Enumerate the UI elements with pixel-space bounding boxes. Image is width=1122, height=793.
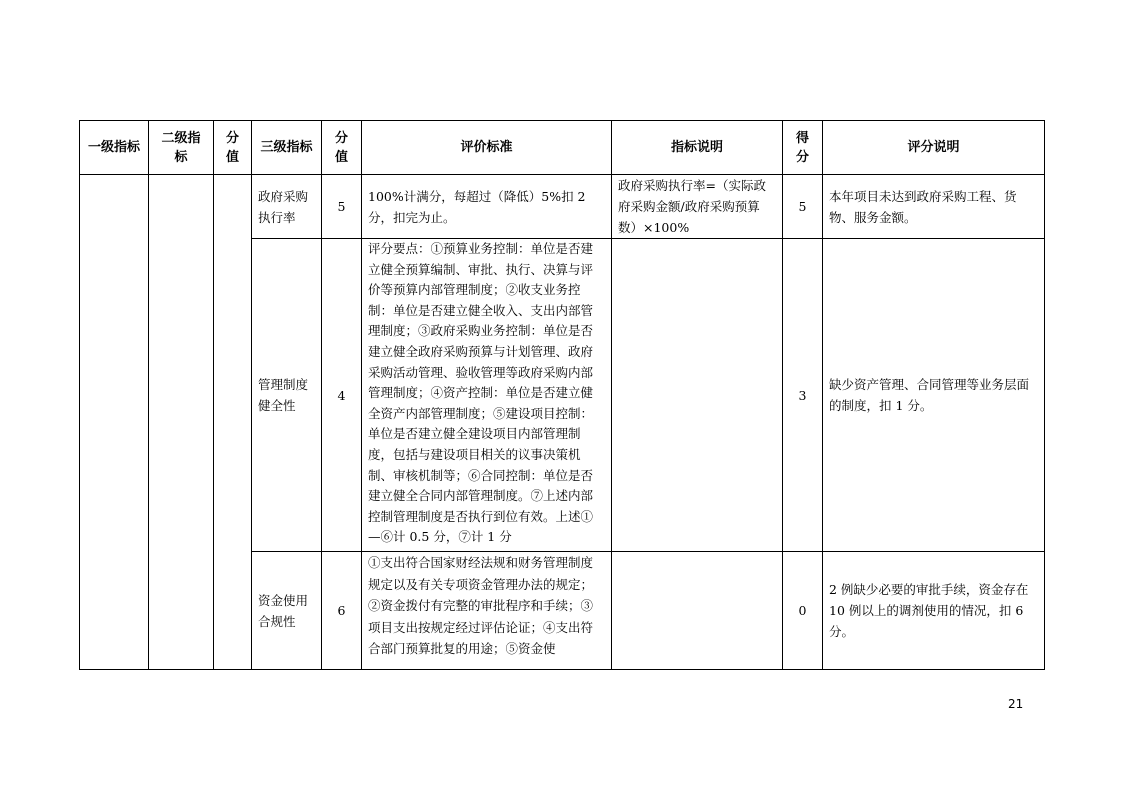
cell-score: 5 [322, 175, 362, 239]
cell-description [612, 239, 783, 552]
header-got: 得 分 [783, 121, 823, 175]
cell-note: 缺少资产管理、合同管理等业务层面的制度，扣 1 分。 [823, 239, 1045, 552]
table-row [80, 175, 1045, 239]
cell-got: 3 [783, 239, 823, 552]
cell-got: 5 [783, 175, 823, 239]
header-criteria: 评价标准 [362, 121, 612, 175]
cell-score: 6 [322, 552, 362, 670]
table-header-row [80, 121, 1045, 175]
cell-note: 2 例缺少必要的审批手续，资金存在 10 例以上的调剂使用的情况，扣 6 分。 [823, 552, 1045, 670]
header-score-b: 分 值 [322, 121, 362, 175]
cell-description: 政府采购执行率=（实际政府采购金额/政府采购预算数）×100% [612, 175, 783, 239]
page-number: 21 [1008, 697, 1024, 711]
evaluation-table [79, 120, 1045, 670]
cell-level1-empty [80, 175, 149, 670]
cell-criteria: 100%计满分，每超过（降低）5%扣 2 分，扣完为止。 [362, 175, 612, 239]
cell-criteria: ①支出符合国家财经法规和财务管理制度规定以及有关专项资金管理办法的规定；②资金拨付有完整的审批程序和手续；③项目支出按规定经过评估论证；④支出符合部门预算批复的用途；⑤资金使 [362, 552, 612, 670]
header-level2: 二级指 标 [149, 121, 214, 175]
cell-note: 本年项目未达到政府采购工程、货物、服务金额。 [823, 175, 1045, 239]
cell-indicator: 资金使用 合规性 [252, 552, 322, 670]
header-description: 指标说明 [612, 121, 783, 175]
header-note: 评分说明 [823, 121, 1045, 175]
cell-criteria: 评分要点：①预算业务控制：单位是否建立健全预算编制、审批、执行、决算与评价等预算内部管理制度；②收支业务控制：单位是否建立健全收入、支出内部管理制度；③政府采购业务控制：单位是否建立健全政府采购预算与计划管理、政府采购活动管理、验收管理等政府采购内部管理制度；④资产控制：单位是否建立健全资产内部管理制度；⑤建设项目控制：单位是否建立健全建设项目内部管理制度，包括与建设项目相关的议事决策机制、审核机制等；⑥合同控制：单位是否建立健全合同内部管理制度。⑦上述内部控制管理制度是否执行到位有效。上述①—⑥计 0.5 分，⑦计 1 分 [362, 239, 612, 552]
cell-score-a-empty [214, 175, 252, 670]
cell-description [612, 552, 783, 670]
cell-level2-empty [149, 175, 214, 670]
cell-indicator: 管理制度 健全性 [252, 239, 322, 552]
cell-got: 0 [783, 552, 823, 670]
header-level1: 一级指标 [80, 121, 149, 175]
header-score-a: 分 值 [214, 121, 252, 175]
header-level3: 三级指标 [252, 121, 322, 175]
cell-indicator: 政府采购 执行率 [252, 175, 322, 239]
cell-score: 4 [322, 239, 362, 552]
